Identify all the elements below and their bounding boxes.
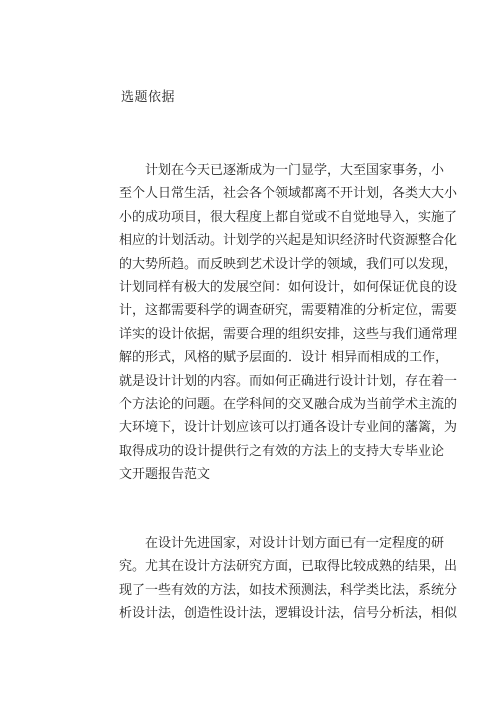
paragraph-line: 究。尤其在设计方法研究方面，已取得比较成熟的结果，出 xyxy=(119,559,458,575)
paragraph-line: 计，这都需要科学的调查研究，需要精准的分析定位，需要 xyxy=(119,303,458,319)
paragraph-1 xyxy=(119,159,458,486)
paragraph-line: 小的成功项目，很大程度上都自觉或不自觉地导入，实施了 xyxy=(119,209,458,225)
paragraph-line: 在设计先进国家，对设计计划方面已有一定程度的研 xyxy=(145,536,445,551)
paragraph-line: 个方法论的问题。在学科间的交叉融合成为当前学术主流的 xyxy=(119,396,458,412)
paragraph-line: 至个人日常生活，社会各个领域都离不开计划，各类大大小 xyxy=(119,186,458,202)
paragraph-line: 就是设计计划的内容。而如何正确进行设计计划，存在着一 xyxy=(119,373,458,389)
paragraph-line: 详实的设计依据，需要合理的组织安排，这些与我们通常理 xyxy=(119,326,458,342)
paragraph-line: 取得成功的设计提供行之有效的方法上的支持大专毕业论 xyxy=(119,443,445,459)
paragraph-2 xyxy=(119,532,458,626)
paragraph-line: 的大势所趋。而反映到艺术设计学的领域，我们可以发现， xyxy=(119,256,458,272)
paragraph-line: 大环境下，设计计划应该可以打通各设计专业间的藩篱，为 xyxy=(119,420,458,436)
paragraph-line: 解的形式，风格的赋予层面的．设计 相异而相成的工作， xyxy=(119,350,449,366)
paragraph-line: 相应的计划活动。计划学的兴起是知识经济时代资源整合化 xyxy=(119,233,458,249)
paragraph-line: 现了一些有效的方法，如技术预测法，科学类比法，系统分 xyxy=(119,582,458,598)
paragraph-line: 文开题报告范文 xyxy=(119,467,211,483)
paragraph-line: 计划在今天已逐渐成为一门显学，大至国家事务，小 xyxy=(145,163,445,178)
paragraph-line: 计划同样有极大的发展空间：如何设计，如何保证优良的设 xyxy=(119,279,458,295)
section-title: 选题依据 xyxy=(121,90,176,105)
paragraph-line: 析设计法，创造性设计法，逻辑设计法，信号分析法，相似 xyxy=(119,606,458,622)
